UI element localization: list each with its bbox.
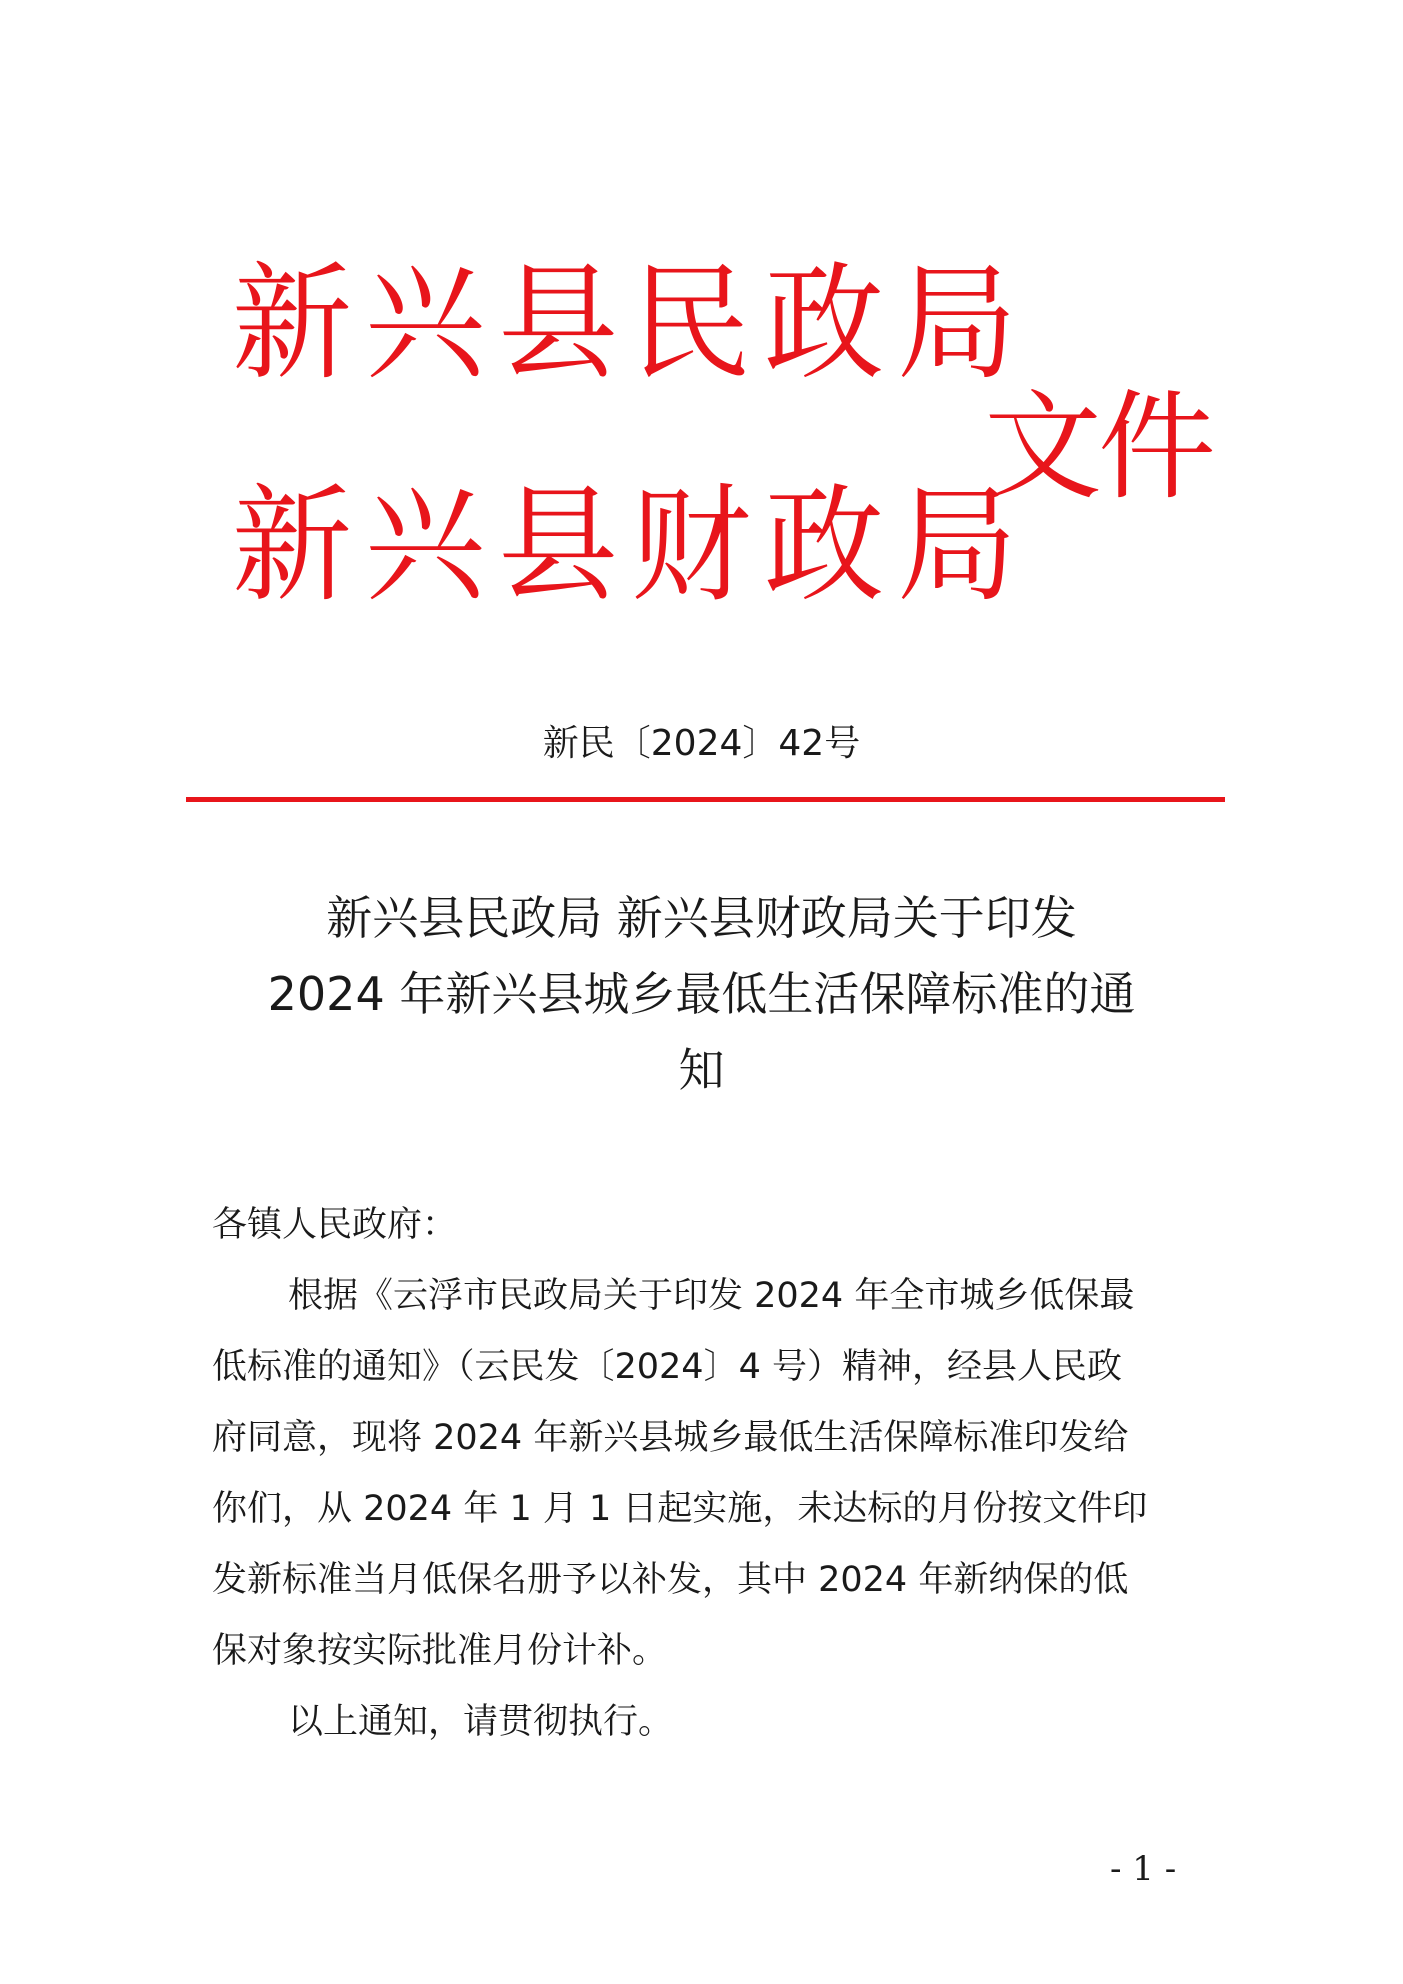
salutation: 各镇人民政府： — [212, 1205, 458, 1245]
letterhead-org-finance — [232, 473, 1030, 620]
letterhead-char: 县 — [498, 473, 618, 620]
letterhead-char: 县 — [498, 251, 618, 398]
letterhead-char: 兴 — [365, 251, 485, 398]
paragraph-line: 保对象按实际批准月份计补。 — [212, 1631, 668, 1671]
document-number: 新民〔2024〕42号 — [542, 723, 861, 764]
letterhead-char: 新 — [232, 251, 352, 398]
paragraph-line: 发新标准当月低保名册予以补发，其中 2024 年新纳保的低 — [212, 1560, 1129, 1600]
letterhead-char: 兴 — [365, 473, 485, 620]
title-line: 知 — [678, 1043, 725, 1097]
body-paragraph-2: 以上通知，请贯彻执行。 — [288, 1702, 674, 1742]
letterhead — [232, 250, 1213, 630]
paragraph-line: 你们，从 2024 年 1 月 1 日起实施，未达标的月份按文件印 — [212, 1489, 1148, 1529]
letterhead-char: 财 — [631, 473, 751, 620]
letterhead-char: 局 — [897, 473, 1017, 620]
letterhead-char: 政 — [764, 251, 884, 398]
letterhead-char: 民 — [631, 251, 751, 398]
title-line: 2024 年新兴县城乡最低生活保障标准的通 — [267, 967, 1136, 1021]
letterhead-char: 局 — [897, 251, 1017, 398]
paragraph-line: 府同意，现将 2024 年新兴县城乡最低生活保障标准印发给 — [212, 1418, 1129, 1458]
red-divider-line — [186, 797, 1225, 802]
letterhead-char: 政 — [764, 473, 884, 620]
body-paragraph-1 — [212, 1261, 1202, 1687]
paragraph-line: 根据《云浮市民政局关于印发 2024 年全市城乡低保最 — [288, 1276, 1135, 1316]
paragraph-line: 低标准的通知》（云民发〔2024〕4 号）精神，经县人民政 — [212, 1347, 1122, 1387]
title-line: 新兴县民政局 新兴县财政局关于印发 — [326, 891, 1077, 945]
document-body — [212, 1190, 1202, 1758]
letterhead-char: 新 — [232, 473, 352, 620]
letterhead-suffix: 文件 — [984, 378, 1213, 516]
page-number: - 1 - — [1110, 1849, 1177, 1889]
document-title — [210, 880, 1193, 1108]
letterhead-org-civil-affairs — [232, 251, 1030, 398]
